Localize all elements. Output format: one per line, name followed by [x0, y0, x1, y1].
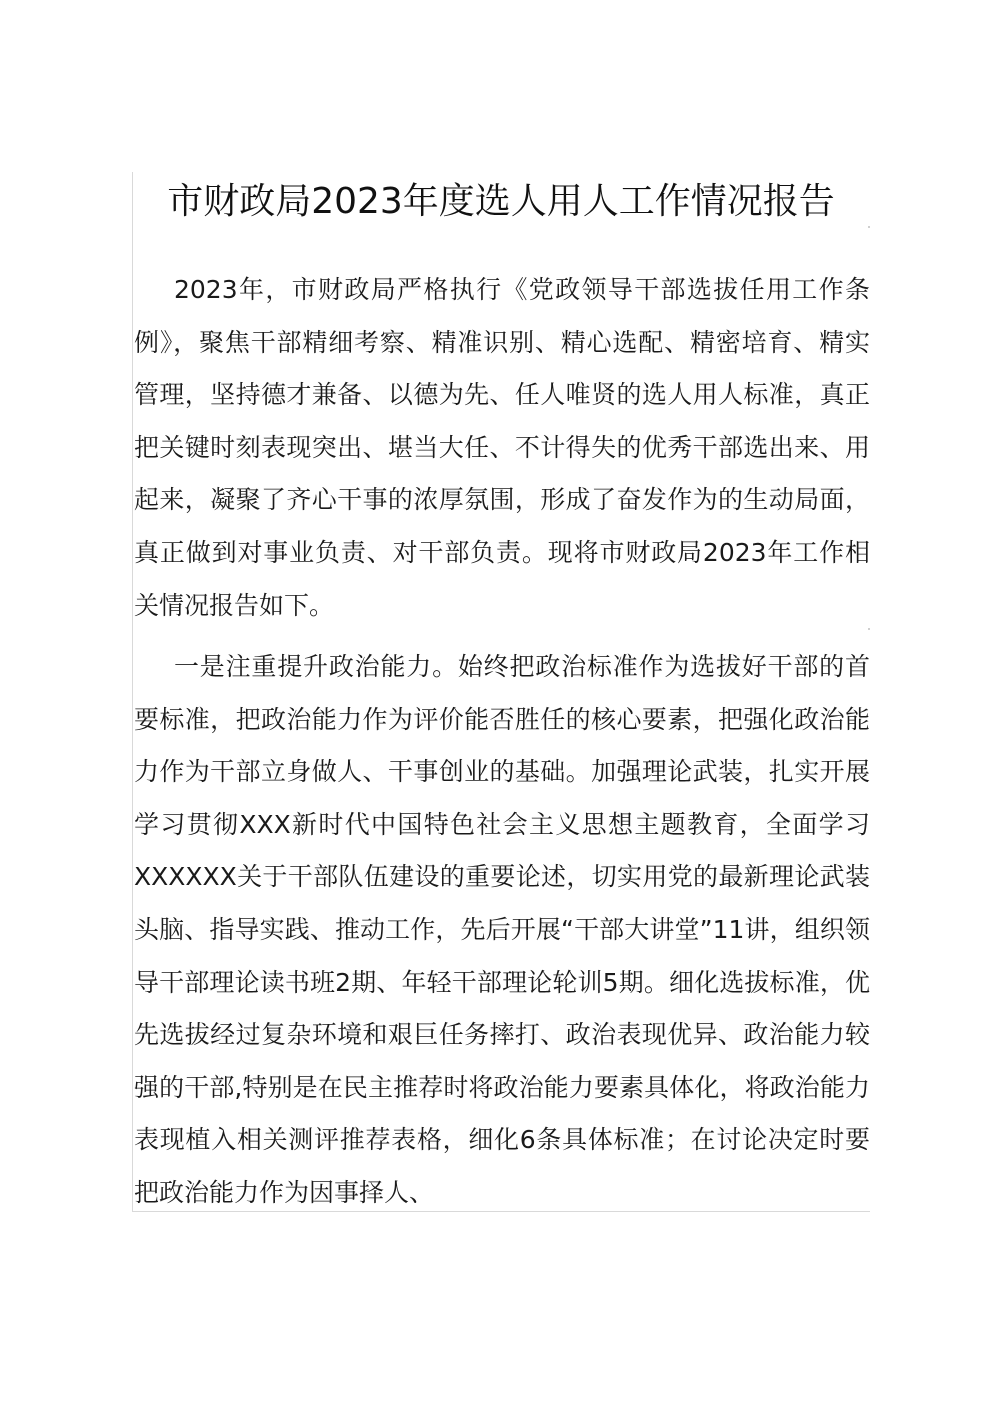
corner-mark	[868, 226, 870, 228]
paragraph-political-ability: 一是注重提升政治能力。始终把政治标准作为选拔好干部的首要标准，把政治能力作为评价能否胜任的核心要素，把强化政治能力作为干部立身做人、干事创业的基础。加强理论武装，扎实开展学习贯彻XXX新时代中国特色社会主义思想主题教育，全面学习XXXXXX关于干部队伍建设的重要论述，切实用党的最新理论武装头脑、指导实践、推动工作，先后开展“干部大讲堂”11讲，组织领导干部理论读书班2期、年轻干部理论轮训5期。细化选拔标准，优先选拔经过复杂环境和艰巨任务摔打、政治表现优异、政治能力较强的干部,特别是在民主推荐时将政治能力要素具体化，将政治能力表现植入相关测评推荐表格，细化6条具体标准；在讨论决定时要把政治能力作为因事择人、	[134, 652, 870, 1207]
document-title: 市财政局2023年度选人用人工作情况报告	[167, 181, 835, 222]
paragraph-intro: 2023年，市财政局严格执行《党政领导干部选拔任用工作条例》，聚焦干部精细考察、精准识别、精心选配、精密培育、精实管理，坚持德才兼备、以德为先、任人唯贤的选人用人标准，真正把关键时刻表现突出、堪当大任、不计得失的优秀干部选出来、用起来，凝聚了齐心干事的浓厚氛围，形成了奋发作为的生动局面，真正做到对事业负责、对干部负责。现将市财政局2023年工作相关情况报告如下。	[134, 275, 870, 620]
page-border-left	[132, 172, 133, 1212]
